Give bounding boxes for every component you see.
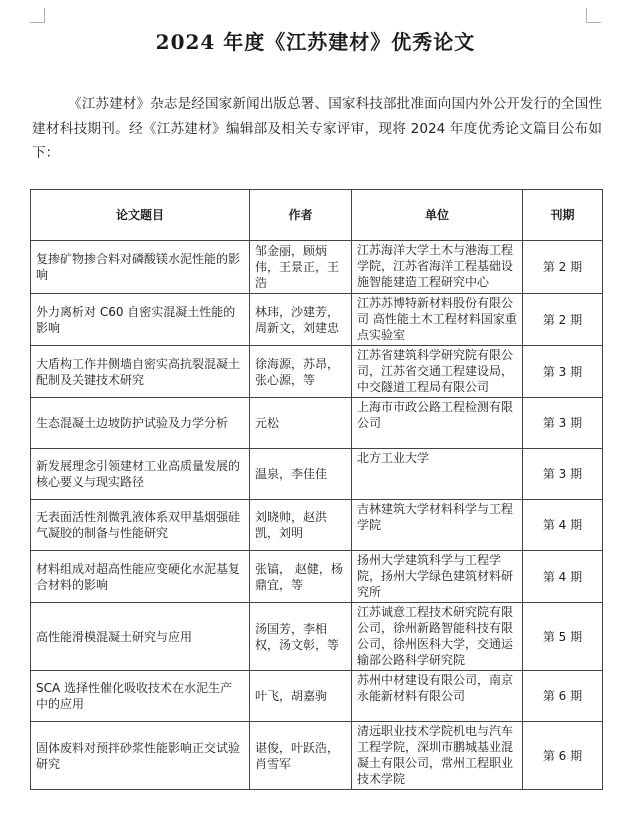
paper-unit: 吉林建筑大学材料科学与工程学院 — [352, 500, 523, 551]
paper-issue: 第 6 期 — [523, 671, 603, 722]
table-row — [31, 671, 603, 722]
document-title: 2024 年度《江苏建材》优秀论文 — [155, 30, 476, 54]
paper-authors: 张镐， 赵健，杨鼎宜，等 — [250, 551, 352, 603]
paper-title: 新发展理念引领建材工业高质量发展的核心要义与现实路径 — [31, 449, 250, 500]
paper-unit: 清远职业技术学院机电与汽车工程学院，深圳市鹏城基业混凝土有限公司，常州工程职业技术学院 — [352, 722, 523, 790]
table-row — [31, 449, 603, 500]
paper-unit: 江苏诚意工程技术研究院有限公司，徐州新路智能科技有限公司，徐州医科大学，交通运输部公路科学研究院 — [352, 603, 523, 671]
paper-unit: 扬州大学建筑科学与工程学院，扬州大学绿色建筑材料研究所 — [352, 551, 523, 603]
table-row — [31, 500, 603, 551]
paper-authors: 徐海源，苏昂，张心源，等 — [250, 346, 352, 398]
paper-unit: 江苏省建筑科学研究院有限公司，江苏省交通工程建设局，中交隧道工程局有限公司 — [352, 346, 523, 398]
table-row — [31, 241, 603, 294]
paper-unit: 江苏海洋大学土木与港海工程学院，江苏省海洋工程基础设施智能建造工程研究中心 — [352, 241, 523, 294]
paper-authors: 叶飞，胡嘉驹 — [250, 671, 352, 722]
paper-authors: 谌俊，叶跃浩，肖雪军 — [250, 722, 352, 790]
intro-paragraph: 《江苏建材》杂志是经国家新闻出版总署、国家科技部批准面向国内外公开发行的全国性建材科技期刊。经《江苏建材》编辑部及相关专家评审，现将 2024 年度优秀论文篇目公布如下： — [32, 96, 602, 161]
paper-issue: 第 2 期 — [523, 294, 603, 346]
header-unit: 单位 — [352, 190, 523, 241]
table-row — [31, 346, 603, 398]
paper-unit: 北方工业大学 — [352, 449, 523, 500]
paper-authors: 温泉，李佳佳 — [250, 449, 352, 500]
paper-title: 高性能滑模混凝土研究与应用 — [31, 603, 250, 671]
table-row — [31, 551, 603, 603]
paper-unit: 苏州中材建设有限公司，南京永能新材料有限公司 — [352, 671, 523, 722]
page-corner-mark-left — [30, 8, 45, 23]
header-authors: 作者 — [250, 190, 352, 241]
table-row — [31, 603, 603, 671]
paper-title: SCA 选择性催化吸收技术在水泥生产中的应用 — [31, 671, 250, 722]
paper-authors: 邹金丽，顾炳伟，王景正，王浩 — [250, 241, 352, 294]
page-corner-mark-right — [586, 8, 601, 23]
paper-issue: 第 3 期 — [523, 449, 603, 500]
table-row — [31, 722, 603, 790]
papers-table — [30, 189, 603, 790]
table-row — [31, 294, 603, 346]
paper-issue: 第 5 期 — [523, 603, 603, 671]
table-row — [31, 398, 603, 449]
table-header-row — [31, 190, 603, 241]
paper-issue: 第 3 期 — [523, 346, 603, 398]
paper-title: 外力离析对 C60 自密实混凝土性能的影响 — [31, 294, 250, 346]
header-title: 论文题目 — [31, 190, 250, 241]
paper-title: 复掺矿物掺合料对磷酸镁水泥性能的影响 — [31, 241, 250, 294]
paper-unit: 江苏苏博特新材料股份有限公司 高性能土木工程材料国家重点实验室 — [352, 294, 523, 346]
paper-authors: 元松 — [250, 398, 352, 449]
paper-issue: 第 4 期 — [523, 551, 603, 603]
paper-issue: 第 2 期 — [523, 241, 603, 294]
paper-authors: 林玮，沙建芳，周新文，刘建忠 — [250, 294, 352, 346]
paper-title: 大盾构工作井侧墙自密实高抗裂混凝土配制及关键技术研究 — [31, 346, 250, 398]
paper-title: 材料组成对超高性能应变硬化水泥基复合材料的影响 — [31, 551, 250, 603]
paper-issue: 第 4 期 — [523, 500, 603, 551]
paper-title: 生态混凝土边坡防护试验及力学分析 — [31, 398, 250, 449]
paper-authors: 刘晓帅，赵洪凯，刘明 — [250, 500, 352, 551]
paper-title: 无表面活性剂微乳液体系双甲基烟强硅气凝胶的制备与性能研究 — [31, 500, 250, 551]
paper-authors: 汤国芳，李相权，汤文彰，等 — [250, 603, 352, 671]
paper-issue: 第 6 期 — [523, 722, 603, 790]
paper-issue: 第 3 期 — [523, 398, 603, 449]
paper-title: 固体废料对预拌砂浆性能影响正交试验研究 — [31, 722, 250, 790]
header-issue: 刊期 — [523, 190, 603, 241]
paper-unit: 上海市市政公路工程检测有限公司 — [352, 398, 523, 449]
